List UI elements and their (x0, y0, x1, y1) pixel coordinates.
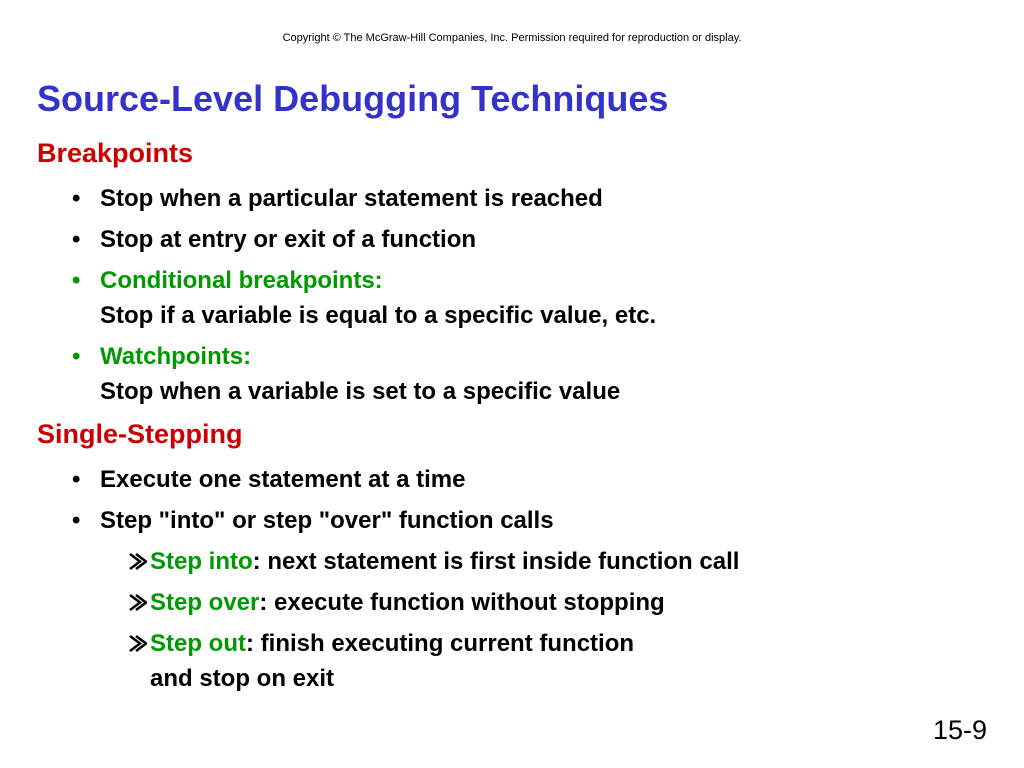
list-item (72, 181, 603, 216)
bullet-icon: • (72, 267, 81, 294)
sub-item-highlight: Step out (150, 630, 246, 657)
list-item-text: Stop if a variable is equal to a specific value, etc. (100, 302, 657, 329)
bullet-icon: • (72, 466, 81, 493)
sub-item-highlight: Step over (150, 589, 260, 616)
bullet-icon: • (72, 343, 81, 370)
list-item-highlight: Watchpoints: (100, 343, 252, 370)
list-item (72, 222, 476, 257)
section-heading-single-stepping: Single-Stepping (37, 419, 243, 449)
sub-list-item (127, 544, 739, 579)
list-item-text: Stop when a particular statement is reached (100, 185, 603, 212)
list-item-text: Stop when a variable is set to a specific value (100, 378, 621, 405)
arrow-bullet-icon (127, 544, 149, 589)
sub-item-text: : finish executing current function (246, 630, 635, 657)
bullet-icon: • (72, 507, 81, 534)
page-number: 15-9 (932, 715, 987, 745)
sub-item-highlight: Step into (150, 548, 253, 575)
bullet-icon: • (72, 185, 81, 212)
slide-title: Source-Level Debugging Techniques (37, 78, 669, 119)
arrow-bullet-icon (127, 626, 149, 671)
list-item (72, 263, 656, 333)
list-item-text: Stop at entry or exit of a function (100, 226, 477, 253)
copyright-notice: Copyright © The McGraw-Hill Companies, Inc. Permission required for reproduction or display. (282, 32, 742, 44)
sub-item-text: : next statement is first inside function call (252, 548, 740, 575)
sub-list-item (127, 626, 634, 696)
list-item (72, 339, 620, 409)
sub-item-text: : execute function without stopping (259, 589, 665, 616)
list-item (72, 462, 465, 497)
arrow-bullet-icon (127, 585, 149, 630)
list-item-highlight: Conditional breakpoints: (100, 267, 383, 294)
sub-item-text-continued: and stop on exit (150, 665, 335, 692)
bullet-icon: • (72, 226, 81, 253)
list-item (72, 503, 554, 538)
section-heading-breakpoints: Breakpoints (37, 138, 194, 168)
list-item-text: Step "into" or step "over" function calls (100, 507, 554, 534)
sub-list-item (127, 585, 665, 620)
list-item-text: Execute one statement at a time (100, 466, 466, 493)
